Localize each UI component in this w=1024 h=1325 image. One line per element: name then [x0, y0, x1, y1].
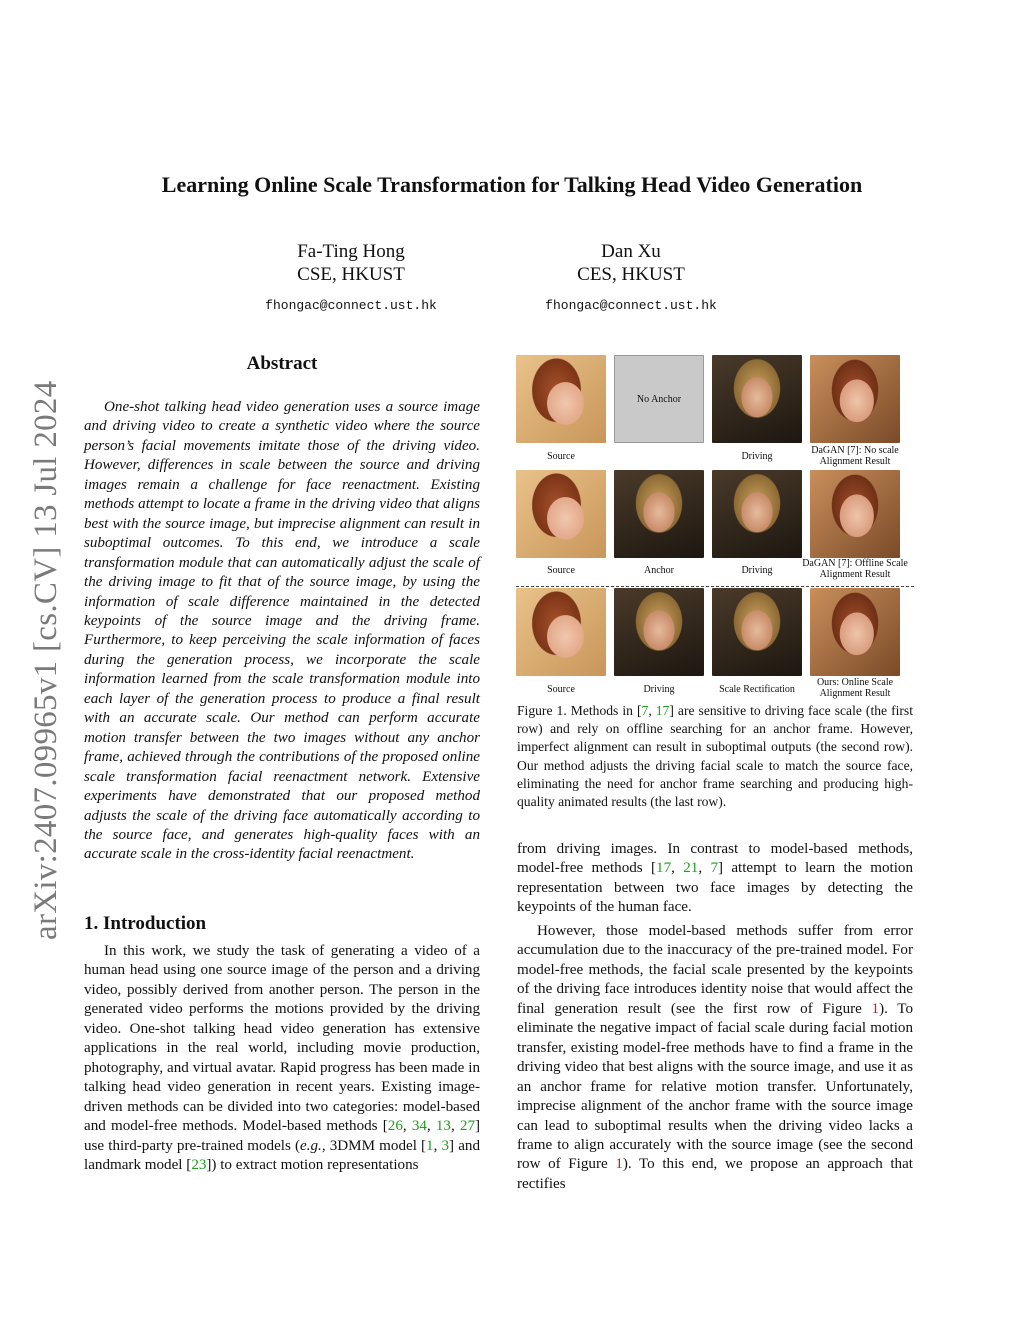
text-run: However, those model-based methods suffer from error accumulation due to the inaccuracy of the pre-trained model. For model-free methods, the facial scale presented by the keypoints of the driving face introduces identity noise that would affect the final generation result (see the first row of Figure: [517, 923, 913, 1017]
abstract-body: [84, 398, 480, 865]
text-run: ] use third-party pre-trained models (: [84, 1118, 481, 1154]
text-run: ]) to extract motion representations: [206, 1156, 419, 1173]
figure-label: DaGAN [7]: No scale Alignment Result: [811, 445, 899, 467]
author-affiliation: CSE, HKUST: [297, 264, 405, 285]
figure-divider: [516, 586, 914, 587]
citation-link[interactable]: 27: [459, 1118, 475, 1135]
figure-label: Scale Rectification: [719, 684, 795, 695]
driving-image: [712, 470, 802, 558]
citation-link[interactable]: 17: [656, 860, 672, 877]
author-name: Fa-Ting Hong: [297, 241, 405, 262]
author-email[interactable]: fhongac@connect.ust.hk: [265, 298, 437, 313]
figure-label: Source: [547, 451, 575, 462]
figure-label: Driving: [741, 451, 773, 462]
figure-label: DaGAN [7]: Offline Scale Alignment Result: [802, 558, 908, 580]
figure-label: Ours: Online Scale Alignment Result: [816, 677, 894, 699]
result-image: [810, 355, 900, 443]
intro-paragraph-1: [84, 942, 480, 1175]
text-run: ,: [671, 860, 684, 877]
citation-link[interactable]: 13: [435, 1118, 451, 1135]
text-run: ] attempt to learn the motion representation between two face images by detecting the keypoints of the human face.: [517, 860, 914, 916]
result-image: [810, 470, 900, 558]
figure-reference-link[interactable]: 1: [615, 1156, 623, 1173]
text-run: ] and landmark model [: [84, 1137, 480, 1173]
figure-caption: [517, 702, 913, 811]
text-run: , 3DMM model [: [321, 1137, 427, 1154]
text-run: ,: [648, 703, 656, 718]
text-run: ,: [426, 1118, 436, 1135]
figure-label: Source: [547, 684, 575, 695]
text-run: ] are sensitive to driving face scale (the first row) and rely on offline searching for an anchor frame. However, imperfect alignment can result in suboptimal outputs (the second row). Our method adjusts the driving facial scale to match the source face, eliminating the need for anchor frame searching and producing high-quality animated results (the last row).: [517, 703, 913, 810]
driving-image: [712, 355, 802, 443]
section-heading-introduction: 1. Introduction: [84, 913, 207, 934]
text-run: ,: [698, 860, 711, 877]
figure-label: Driving: [741, 565, 773, 576]
scale-rectification-image: [712, 588, 802, 676]
text-run: In this work, we study the task of generating a video of a human head using one source image of the person and a driving video, possibly derived from another person. The person in the generated video performs the motions provided by the driving video. One-shot talking head video generation has extensive applications in the real world, including movie production, photography, and virtual avatar. Rapid progress has been made in talking head video generation in recent years. Existing image-driven methods can be divided into two categories: model-based and model-free methods. Model-based methods [: [84, 943, 480, 1135]
citation-link[interactable]: 7: [710, 860, 718, 877]
source-image: [516, 355, 606, 443]
citation-link[interactable]: 34: [411, 1118, 427, 1135]
text-run: ,: [450, 1118, 460, 1135]
text-run: from driving images. In contrast to model-based methods, model-free methods [: [517, 841, 913, 877]
citation-link[interactable]: 21: [683, 860, 699, 877]
citation-link[interactable]: 17: [655, 703, 670, 718]
no-anchor-label: No Anchor: [636, 394, 682, 405]
figure-reference-link[interactable]: 1: [871, 1000, 880, 1017]
author-affiliation: CES, HKUST: [577, 264, 685, 285]
text-run: ,: [402, 1118, 412, 1135]
author-1: [246, 240, 456, 317]
citation-link[interactable]: 26: [387, 1118, 403, 1135]
intro-paragraph-continued: [517, 840, 913, 918]
author-email[interactable]: fhongac@connect.ust.hk: [545, 298, 717, 313]
citation-link[interactable]: 23: [191, 1156, 207, 1173]
source-image: [516, 588, 606, 676]
figure-label: Anchor: [644, 565, 674, 576]
arxiv-identifier: arXiv:2407.09965v1 [cs.CV] 13 Jul 2024: [28, 380, 64, 940]
text-run: ,: [433, 1137, 442, 1154]
figure-label: Driving: [643, 684, 675, 695]
text-run: ). To eliminate the negative impact of facial scale during facial motion transfer, existing model-free methods have to find a frame in the driving video that best aligns with the source image, and use it as an anchor frame for relative motion transfer. Unfortunately, imprecise alignment of the anchor frame with the source image can lead to suboptimal results when the driving video lacks a frame to align accurately with the source image (see the second row of Figure: [517, 1000, 913, 1173]
text-run: Figure 1. Methods in [: [517, 703, 642, 718]
citation-link[interactable]: 7: [641, 703, 649, 718]
result-image: [810, 588, 900, 676]
driving-image: [614, 588, 704, 676]
paper-title: Learning Online Scale Transformation for Talking Head Video Generation: [161, 172, 863, 197]
anchor-image: [614, 470, 704, 558]
abstract-heading: Abstract: [246, 353, 318, 374]
text-run: e.g.: [300, 1137, 322, 1154]
figure-1: [516, 355, 914, 700]
author-2: [524, 240, 738, 317]
author-name: Dan Xu: [601, 241, 661, 262]
source-image: [516, 470, 606, 558]
intro-paragraph-2: [517, 922, 913, 1194]
figure-label: Source: [547, 565, 575, 576]
no-anchor-placeholder: [614, 355, 704, 443]
abstract-text: One-shot talking head video generation uses a source image and driving video to create a synthetic video where the source person’s facial movements imitate those of the driving video. However, differences in scale between the source and driving images remain a challenge for face reenactment. Existing methods attempt to locate a frame in the driving video that aligns best with the source image, but imprecise alignment can result in suboptimal outcomes. To this end, we introduce a scale transformation module that can automatically adjust the scale of the driving image to fit that of the source image, by using the information of scale difference maintained in the detected keypoints of the source image and the driving frame. Furthermore, to keep perceiving the scale information of faces during the generation process, we incorporate the scale information learned from the scale transformation module into each layer of the generation process to produce a final result with an accurate scale. Our method can perform accurate motion transfer between the two images without any anchor frame, achieved through the contributions of the proposed online scale transformation facial reenactment network. Extensive experiments have demonstrated that our proposed method adjusts the scale of the driving face automatically according to the source face, and generates high-quality faces with an accurate scale in the cross-identity facial reenactment.: [84, 399, 480, 863]
citation-link[interactable]: 1: [426, 1137, 434, 1154]
citation-link[interactable]: 3: [441, 1137, 450, 1154]
text-run: ). To this end, we propose an approach that rectifies: [517, 1156, 913, 1192]
